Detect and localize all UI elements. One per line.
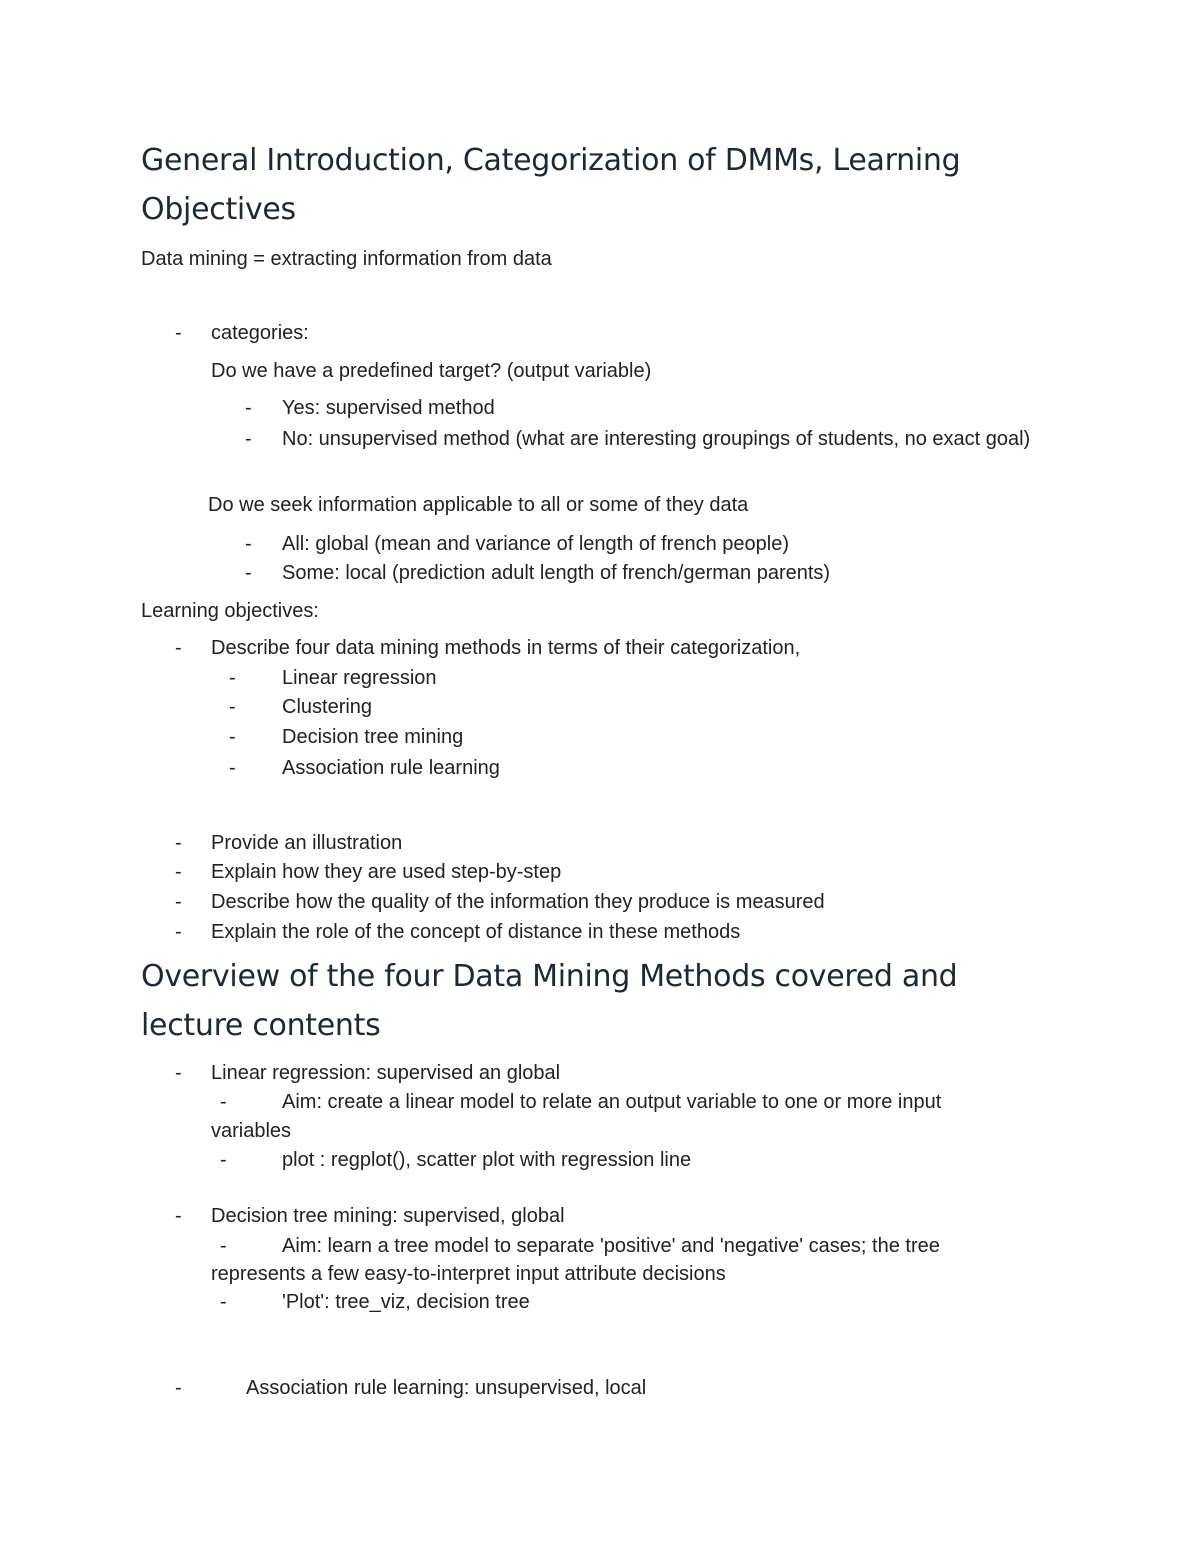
method-item: Decision tree mining (282, 726, 464, 748)
heading-overview: Overview of the four Data Mining Methods covered and lecture contents (141, 959, 958, 1043)
dtree-item: Decision tree mining: supervised, global (211, 1205, 565, 1227)
bullet-dash: - (175, 891, 182, 913)
linreg-item: Linear regression: supervised an global (211, 1062, 561, 1084)
objective-item: Describe how the quality of the information they produce is measured (211, 891, 825, 913)
bullet-dash: - (220, 1091, 227, 1113)
linreg-aim-continued: variables (211, 1120, 292, 1142)
bullet-dash: - (220, 1291, 227, 1313)
bullet-dash: - (245, 562, 252, 584)
bullet-dash: - (175, 637, 182, 659)
bullet-dash: - (175, 832, 182, 854)
objective-item: Provide an illustration (211, 832, 403, 854)
bullet-dash: - (229, 757, 236, 779)
dtree-plot: 'Plot': tree_viz, decision tree (282, 1291, 530, 1313)
dtree-aim-continued: represents a few easy-to-interpret input attribute decisions (211, 1263, 726, 1285)
method-item: Clustering (282, 696, 373, 718)
bullet-dash: - (175, 1062, 182, 1084)
objective-describe: Describe four data mining methods in terms of their categorization, (211, 637, 801, 659)
bullet-dash: - (245, 397, 252, 419)
data-mining-definition: Data mining = extracting information from data (141, 248, 552, 270)
bullet-dash: - (175, 921, 182, 943)
objective-item: Explain the role of the concept of distance in these methods (211, 921, 741, 943)
heading-general-introduction: General Introduction, Categorization of DMMs, Learning Objectives (141, 143, 961, 227)
scope-some: Some: local (prediction adult length of french/german parents) (282, 562, 831, 584)
bullet-dash: - (245, 533, 252, 555)
bullet-dash: - (220, 1235, 227, 1257)
target-yes: Yes: supervised method (282, 397, 495, 419)
method-item: Linear regression (282, 667, 437, 689)
bullet-dash: - (175, 322, 182, 344)
objectives-label: Learning objectives: (141, 600, 319, 622)
bullet-dash: - (229, 667, 236, 689)
bullet-dash: - (175, 861, 182, 883)
scope-question: Do we seek information applicable to all or some of they data (208, 494, 749, 516)
bullet-dash: - (175, 1377, 182, 1399)
bullet-dash: - (245, 428, 252, 450)
categories-label: categories: (211, 322, 309, 344)
bullet-dash: - (175, 1205, 182, 1227)
target-question: Do we have a predefined target? (output variable) (211, 360, 652, 382)
bullet-dash: - (229, 726, 236, 748)
method-item: Association rule learning (282, 757, 500, 779)
target-no: No: unsupervised method (what are interesting groupings of students, no exact goal) (282, 428, 1031, 450)
objective-item: Explain how they are used step-by-step (211, 861, 562, 883)
bullet-dash: - (220, 1149, 227, 1171)
bullet-dash: - (229, 696, 236, 718)
assoc-item: Association rule learning: unsupervised, local (246, 1377, 647, 1399)
scope-all: All: global (mean and variance of length of french people) (282, 533, 789, 555)
linreg-plot: plot : regplot(), scatter plot with regression line (282, 1149, 692, 1171)
linreg-aim: Aim: create a linear model to relate an output variable to one or more input (282, 1091, 942, 1113)
dtree-aim: Aim: learn a tree model to separate 'positive' and 'negative' cases; the tree (282, 1235, 940, 1257)
